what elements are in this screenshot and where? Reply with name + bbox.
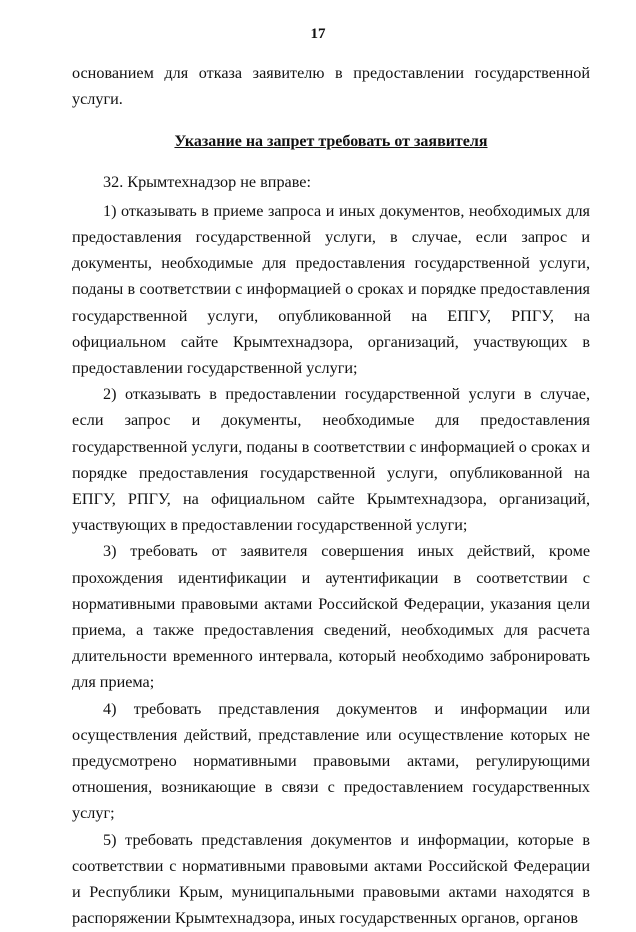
carryover-paragraph: основанием для отказа заявителю в предоставлении государственной услуги.	[72, 64, 590, 109]
list-item-4: 4) требовать представления документов и информации или осуществления действий, представление или осуществление которых не предусмотрено нормативными правовыми актами, регулирующими отношения, возникающие в связи с предоставлением государственных услуг;	[72, 699, 590, 823]
list-item-2: 2) отказывать в предоставлении государственной услуги в случае, если запрос и документы, необходимые для предоставления государственной услуги, поданы в соответствии с информацией о сроках и порядке предоставления государственной услуги, опубликованной на ЕПГУ, РПГУ, на официальном сайте Крымтехнадзора, организаций, участвующих в предоставлении государственной услуги;	[72, 385, 590, 535]
document-body	[72, 60, 590, 932]
paragraph-32: 32. Крымтехнадзор не вправе:	[103, 172, 311, 191]
list-item-5: 5) требовать представления документов и информации, которые в соответствии с нормативными правовыми актами Российской Федерации и Республики Крым, муниципальными правовыми актами находятся в распоряжении Крымтехнадзора, иных государственных органов, органов	[72, 830, 590, 928]
list-item-1: 1) отказывать в приеме запроса и иных документов, необходимых для предоставления государственной услуги, в случае, если запрос и документы, необходимые для предоставления государственной услуги, поданы в соответствии с информацией о сроках и порядке предоставления государственной услуги, опубликованной на ЕПГУ, РПГУ, на официальном сайте Крымтехнадзора, организаций, участвующих в предоставлении государственной услуги;	[72, 201, 590, 378]
section-heading: Указание на запрет требовать от заявителя	[174, 133, 488, 151]
list-item-3: 3) требовать от заявителя совершения иных действий, кроме прохождения идентификации и аутентификации в соответствии с нормативными правовыми актами Российской Федерации, указания цели приема, а также предоставления сведений, необходимых для расчета длительности временного интервала, который необходимо забронировать для приема;	[72, 542, 590, 692]
page-number: 17	[310, 26, 326, 42]
